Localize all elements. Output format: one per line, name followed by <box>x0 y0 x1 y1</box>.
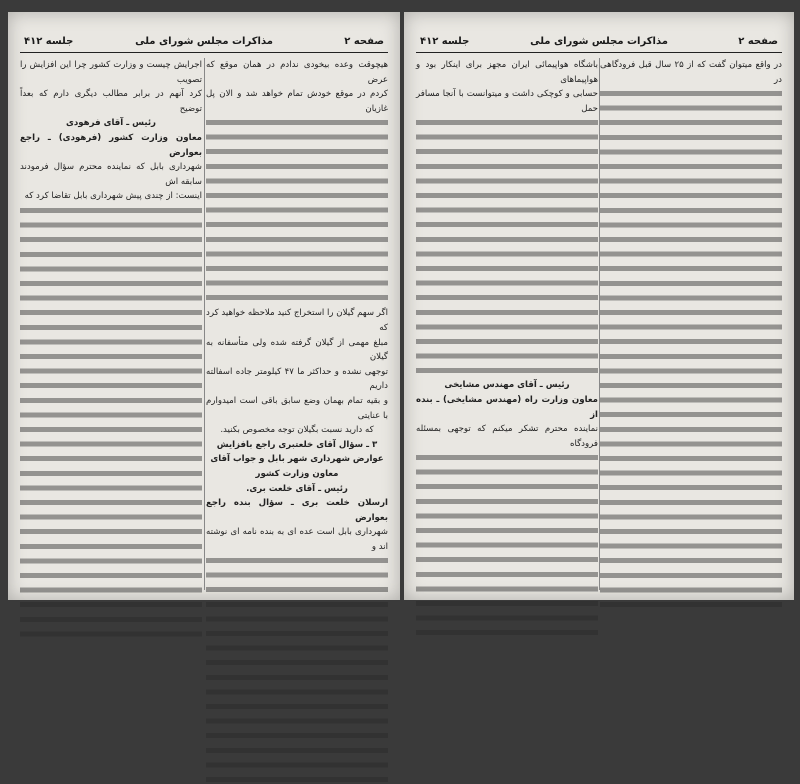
speaker-line: رئیس ـ آقای فرهودی <box>65 118 157 129</box>
body-text <box>600 87 782 607</box>
body-text <box>206 554 388 784</box>
session-number: جلسه ۴۱۲ <box>420 36 470 47</box>
body-text <box>20 204 202 644</box>
speaker-line: معاون وزارت کشور (فرهودی) ـ راجع بعوارض <box>20 132 202 158</box>
text-line: در واقع میتوان گفت که از ۲۵ سال قبل فرودگاهی در <box>600 60 782 85</box>
text-line: حسابی و کوچکی داشت و میتوانست با آنجا مسافر حمل <box>416 89 598 114</box>
text-line: که دارید نسبت بگیلان توجه مخصوص بکنید. <box>220 425 374 436</box>
page-number: صفحه ۲ <box>738 36 778 47</box>
text-column <box>600 58 782 592</box>
text-column <box>20 58 202 592</box>
text-line: شهرداری بابل که نماینده محترم سؤال فرمودند سابقه اش <box>20 162 202 187</box>
column-divider <box>599 58 600 590</box>
column-divider <box>204 58 205 590</box>
speaker-line: رئیس ـ آقای مهندس مشایخی <box>444 380 570 391</box>
text-line: و بقیه تمام بهمان وضع سابق باقی است امیدوارم با عنایتی <box>206 395 388 421</box>
text-line: توجهی نشده و حداکثر ما ۴۷ کیلومتر جاده اسفالته داریم <box>206 366 388 392</box>
speaker-line: رئیس ـ آقای خلعت بری. <box>246 483 348 494</box>
text-line: باشگاه هواپیمائی ایران مجهز برای اینکار بود و هواپیماهای <box>416 60 598 85</box>
body-text <box>206 116 388 306</box>
speaker-line: معاون وزارت راه (مهندس مشایخی) ـ بنده از <box>416 394 598 420</box>
text-line: اینست: از چندی پیش شهرداری بابل تقاضا کرد که <box>24 191 202 202</box>
text-line: هیچوقت وعده بیخودی ندادم در همان موقع که عرض <box>206 60 388 85</box>
text-column <box>206 58 388 592</box>
text-line: شهرداری بابل است عده ای به بنده نامه ای نوشته اند و <box>206 527 388 552</box>
text-line: کردم در موقع خودش تمام خواهد شد و الان پل غازیان <box>206 89 388 114</box>
text-line: مبلغ مهمی از گیلان گرفته شده ولی متأسفانه به گیلان <box>206 337 388 363</box>
page-number: صفحه ۲ <box>344 36 384 47</box>
page-header <box>416 34 782 53</box>
text-line: اجرایش چیست و وزارت کشور چرا این افزایش را تصویب <box>20 60 202 85</box>
publication-title: مذاکرات مجلس شورای ملی <box>530 36 668 47</box>
page-header <box>20 34 388 53</box>
text-column <box>416 58 598 592</box>
text-line: کرد آنهم در برابر مطالب دیگری دارم که بعداً توضیح <box>20 89 202 114</box>
text-line: اگر سهم گیلان را استخراج کنید ملاحظه خواهید کرد که <box>206 308 388 333</box>
section-heading: ۳ ـ سؤال آقای خلعتبری راجع بافزایش عوارض شهرداری شهر بابل و جواب آقای معاون وزارت کشور <box>210 439 384 479</box>
body-text <box>416 451 598 641</box>
speaker-line: ارسلان خلعت بری ـ سؤال بنده راجع بعوارض <box>206 498 388 523</box>
right-page <box>404 12 794 600</box>
body-text <box>416 116 598 378</box>
session-number: جلسه ۴۱۲ <box>24 36 74 47</box>
left-page <box>8 12 400 600</box>
text-line: نماینده محترم تشکر میکنم که توجهی بمسئله فرودگاه <box>416 424 598 449</box>
publication-title: مذاکرات مجلس شورای ملی <box>135 36 273 47</box>
